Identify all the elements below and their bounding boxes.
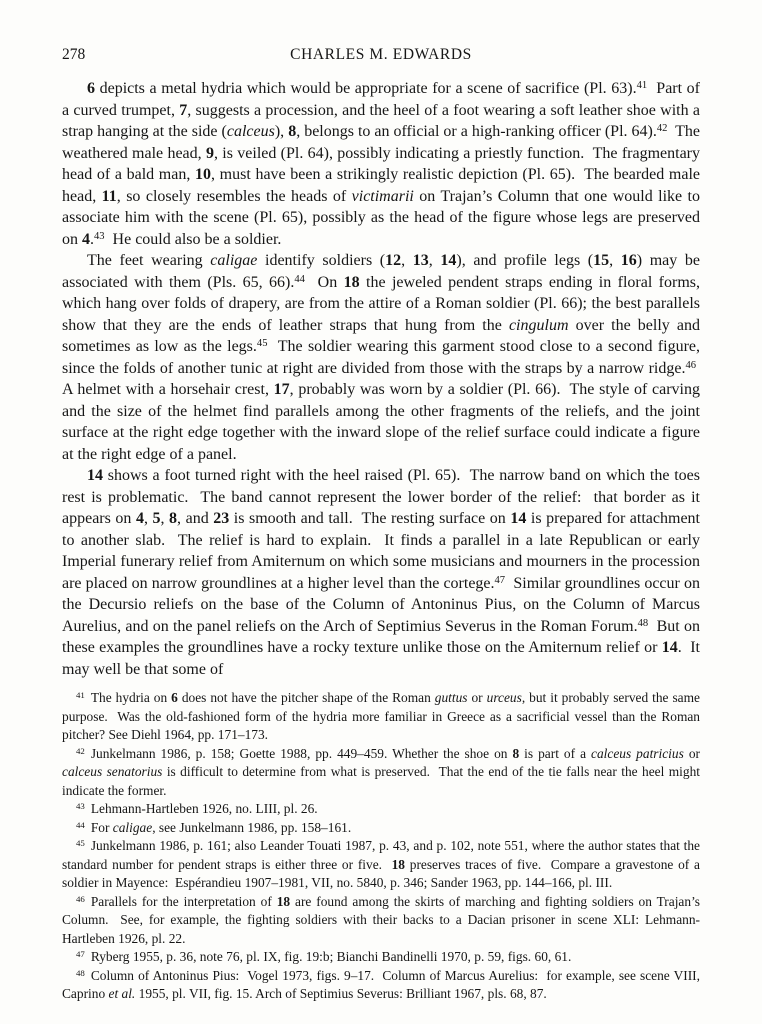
text-run: On <box>304 273 344 291</box>
text-run: . <box>90 230 94 248</box>
catalogue-number: 9 <box>205 144 214 162</box>
catalogue-number: 7 <box>179 101 188 119</box>
text-run: , but it probably served the same purpose. Was the old-fashioned form of the hydria more familiar in Greece as a sacrificial vessel than the Roman pitcher? See Diehl 1964, pp. 171–173. <box>62 690 700 742</box>
footnote-reference: 46 <box>685 359 696 371</box>
text-run: , <box>609 252 621 269</box>
text-run: Column of Antoninus Pius: Vogel 1973, figs. 9–17. Column of Marcus Aurelius: for example, see scene VIII, Caprino <box>62 967 700 1001</box>
text-run: preserves traces of five. Compare a gravestone of a soldier in Mayence: Espérandieu 1907–1981, VII, no. 5840, p. 346; Sander 1963, pp. 144–166, pl. III. <box>62 856 700 890</box>
footnote-number: 46 <box>76 893 85 904</box>
footnote <box>62 893 700 949</box>
footnote-reference: 44 <box>294 273 305 285</box>
text-run: urceus <box>486 690 522 705</box>
text-run: Parallels for the interpretation of <box>90 893 277 909</box>
text-run: . It may well be that some of <box>62 639 700 678</box>
catalogue-number: 17 <box>273 381 290 398</box>
text-run: , probably was worn by a soldier (Pl. 66). The style of carving and the size of the helmet find parallels among the other fragments of the reliefs, and the joint surface at the right edge together with the inward slope of the relief surface could indicate a figure at the right edge of a panel. <box>62 381 700 463</box>
text-run: Similar groundlines occur on the Decursio reliefs on the base of the Column of Antoninus Pius, on the Column of Marcus Aurelius, and on the panel reliefs on the Arch of Septimius Severus in the Roman Forum. <box>62 574 700 635</box>
footnote <box>62 948 700 967</box>
text-run: He could also be a soldier. <box>104 230 282 248</box>
catalogue-number: 18 <box>391 856 405 872</box>
text-run: or <box>683 745 700 761</box>
text-run: , <box>160 510 170 527</box>
text-run: Ryberg 1955, p. 36, note 76, pl. IX, fig. 19:b; Bianchi Bandinelli 1970, p. 59, figs. 60, 61. <box>90 949 572 964</box>
text-run: Part of a curved trumpet, <box>62 80 701 119</box>
catalogue-number: 18 <box>343 273 360 291</box>
text-run: et al. <box>108 986 136 1001</box>
text-run: , see Junkelmann 1986, pp. 158–161. <box>152 819 352 835</box>
footnote-section <box>62 689 700 1004</box>
text-run: over the belly and sometimes as low as the legs. <box>62 316 701 355</box>
text-run: guttus <box>434 690 468 705</box>
text-run: is difficult to determine from what is preserved. That the end of the tie falls near the heel might indicate the former. <box>62 764 700 798</box>
catalogue-number: 16 <box>620 252 637 269</box>
footnote <box>62 967 700 1004</box>
catalogue-number: 6 <box>87 80 95 97</box>
text-run: , suggests a procession, and the heel of a foot wearing a soft leather shoe with a strap hanging at the side ( <box>62 101 700 140</box>
footnote <box>62 745 700 801</box>
text-run: The soldier wearing this garment stood close to a second figure, since the folds of another tunic at right are divided from those with the straps by a narrow ridge. <box>62 338 700 377</box>
catalogue-number: 12 <box>385 252 402 269</box>
text-run: ), and profile legs ( <box>456 252 594 269</box>
text-run: , <box>428 252 441 269</box>
text-run: on Trajan’s Column that one would like to associate him with the scene (Pl. 65), possibly as the head of the figure whose legs are preserved on <box>62 187 700 248</box>
footnote-number: 47 <box>76 949 85 960</box>
text-run: , belongs to an official or a high-ranking officer (Pl. 64). <box>296 123 657 140</box>
footnote-number: 44 <box>76 819 85 830</box>
catalogue-number: 8 <box>288 123 297 140</box>
catalogue-number: 13 <box>412 252 429 269</box>
page-header <box>62 45 700 65</box>
text-run: 1955, pl. VII, fig. 15. Arch of Septimius Severus: Brilliant 1967, pls. 68, 87. <box>135 986 547 1001</box>
text-run: shows a foot turned right with the heel raised (Pl. 65). The narrow band on which the toes rest is problematic. The band cannot represent the lower border of the relief: that border as it appears on <box>62 467 700 527</box>
catalogue-number: 15 <box>593 252 610 269</box>
catalogue-number: 10 <box>195 166 212 183</box>
catalogue-number: 18 <box>276 893 291 909</box>
text-run: identify soldiers ( <box>257 252 386 269</box>
text-run: , so closely resembles the heads of <box>116 187 352 205</box>
text-run: victimarii <box>351 187 414 205</box>
catalogue-number: 4 <box>135 510 144 527</box>
catalogue-number: 5 <box>152 510 161 527</box>
running-head: CHARLES M. EDWARDS <box>290 46 472 63</box>
body-text <box>62 78 700 680</box>
catalogue-number: 8 <box>512 745 520 761</box>
text-run: , <box>143 510 153 527</box>
text-run: is smooth and tall. The resting surface on <box>229 510 511 527</box>
text-run: is prepared for attachment to another slab. The relief is hard to explain. It finds a parallel in a late Republican or early Imperial funerary relief from Amiternum on which some musicians and mourners in the procession are placed on narrow groundlines at a higher level than the cortege. <box>62 510 700 592</box>
text-run: cingulum <box>508 316 569 334</box>
footnote <box>62 819 700 838</box>
footnote <box>62 800 700 819</box>
footnote-number: 45 <box>76 838 85 849</box>
text-run: , <box>401 252 413 269</box>
text-run: are found among the skirts of marching and fighting soldiers on Trajan’s Column. See, for example, the fighting soldiers with their backs to a Dacian prisoner in scene XLI: Lehmann-Hartleben 1926, pl. 22. <box>62 893 701 946</box>
text-run: does not have the pitcher shape of the Roman <box>177 690 435 705</box>
text-run: ) may be associated with them (Pls. 65, 66). <box>62 252 701 291</box>
catalogue-number: 11 <box>101 187 117 205</box>
text-run: is part of a <box>519 745 592 761</box>
text-run: The hydria on <box>90 690 172 705</box>
footnote-number: 41 <box>76 690 85 701</box>
footnote-reference: 48 <box>637 617 649 629</box>
footnote-reference: 45 <box>256 338 268 350</box>
footnote-reference: 47 <box>494 574 506 586</box>
catalogue-number: 6 <box>171 690 178 705</box>
catalogue-number: 4 <box>82 230 90 248</box>
catalogue-number: 14 <box>440 252 457 269</box>
text-run: or <box>467 690 487 705</box>
text-run: calceus <box>226 123 275 140</box>
text-run: ), <box>274 123 289 140</box>
text-run: caligae <box>112 819 153 835</box>
footnote-number: 42 <box>76 745 85 756</box>
text-run: the jeweled pendent straps ending in floral forms, which hang over folds of drapery, are from the attire of a Roman soldier (Pl. 66); the best parallels show that they are the ends of leather straps that hung from the <box>62 273 700 334</box>
text-run: calceus senatorius <box>62 764 163 779</box>
catalogue-number: 23 <box>213 510 230 527</box>
paragraph <box>62 78 700 250</box>
footnote-number: 48 <box>76 967 85 978</box>
catalogue-number: 14 <box>510 510 527 527</box>
text-run: The feet wearing <box>87 252 211 269</box>
catalogue-number: 14 <box>661 639 678 656</box>
text-run: calceus patricius <box>591 745 684 761</box>
catalogue-number: 8 <box>169 510 178 527</box>
paragraph <box>62 465 700 680</box>
footnote-reference: 43 <box>94 230 105 242</box>
text-run: But on these examples the groundlines have a rocky texture unlike those on the Amiternum relief or <box>62 617 700 656</box>
text-run: Junkelmann 1986, p. 158; Goette 1988, pp. 449–459. Whether the shoe on <box>90 745 513 761</box>
catalogue-number: 14 <box>87 467 103 484</box>
footnote-reference: 42 <box>656 123 668 135</box>
footnote-reference: 41 <box>636 80 648 92</box>
text-run: , is veiled (Pl. 64), possibly indicating a priestly function. The fragmentary head of a bald man, <box>62 144 700 183</box>
text-run: For <box>90 819 113 835</box>
footnote <box>62 689 700 745</box>
text-run: The weathered male head, <box>62 123 701 162</box>
paragraph <box>62 250 700 465</box>
text-run: Lehmann-Hartleben 1926, no. LIII, pl. 26. <box>90 801 318 816</box>
page-number: 278 <box>62 46 86 63</box>
footnote <box>62 837 700 893</box>
text-run: Junkelmann 1986, p. 161; also Leander Touati 1987, p. 43, and p. 102, note 551, where the author states that the standard number for pendent straps is either three or five. <box>62 838 700 872</box>
text-run: depicts a metal hydria which would be appropriate for a scene of sacrifice (Pl. 63). <box>95 80 637 97</box>
text-run: A helmet with a horsehair crest, <box>62 359 700 398</box>
text-run: , and <box>177 510 214 527</box>
footnote-number: 43 <box>76 801 85 812</box>
text-run: , must have been a strikingly realistic depiction (Pl. 65). The bearded male head, <box>62 166 700 205</box>
text-run: caligae <box>210 252 258 269</box>
